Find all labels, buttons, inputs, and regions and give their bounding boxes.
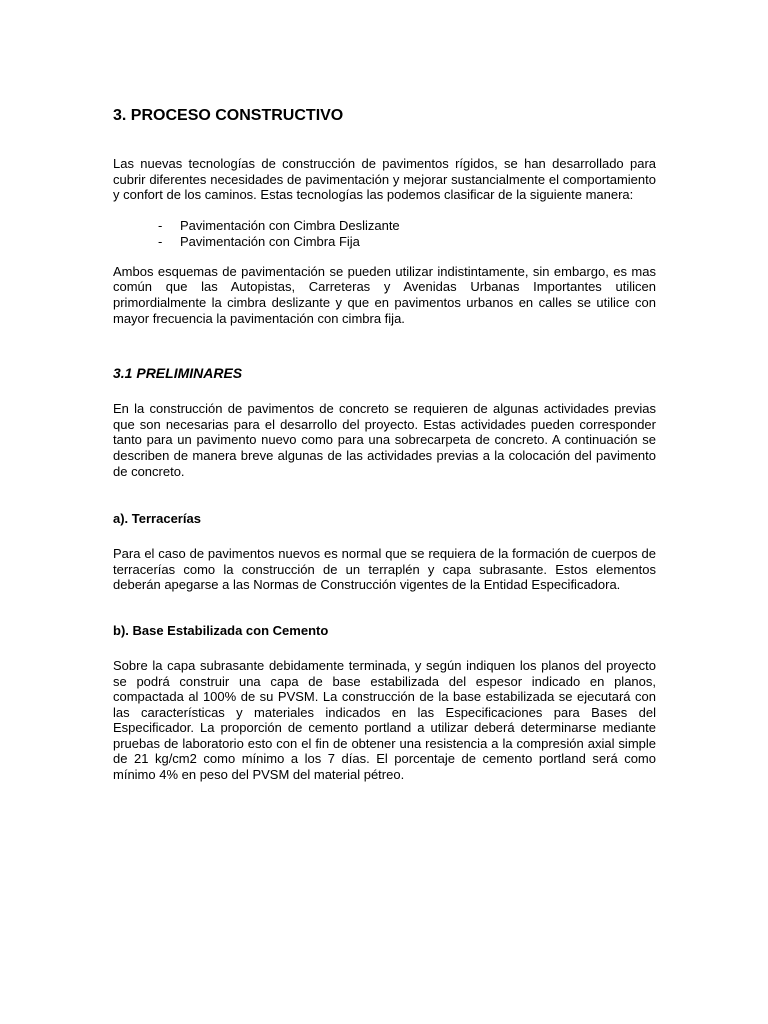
list-item bbox=[158, 218, 656, 234]
base-heading: b). Base Estabilizada con Cemento bbox=[113, 622, 329, 638]
list-bullet: - bbox=[158, 233, 163, 249]
intro-paragraph: Las nuevas tecnologías de construcción de pavimentos rígidos, se han desarrollado para cubrir diferentes necesidades de pavimentación y mejorar sustancialmente el comportamiento y confort de los caminos. Estas tecnologías las podemos clasificar de la siguiente manera: bbox=[113, 156, 656, 203]
list-item-text: Pavimentación con Cimbra Fija bbox=[180, 233, 360, 249]
list-bullet: - bbox=[158, 217, 163, 233]
spacer bbox=[113, 593, 656, 623]
list-item-text: Pavimentación con Cimbra Deslizante bbox=[180, 217, 400, 233]
technology-list bbox=[158, 218, 656, 250]
spacer bbox=[113, 479, 656, 511]
list-item bbox=[158, 234, 656, 250]
preliminares-paragraph: En la construcción de pavimentos de concreto se requieren de algunas actividades previas que son necesarias para el desarrollo del proyecto. Estas actividades pueden corresponder tanto para un pavimento nuevo como para una sobrecarpeta de concreto. A continuación se describen de manera breve algunas de las actividades previas a la colocación del pavimento de concreto. bbox=[113, 401, 656, 479]
terracerias-heading: a). Terracerías bbox=[113, 511, 201, 527]
spacer bbox=[113, 326, 656, 364]
section-title: 3. PROCESO CONSTRUCTIVO bbox=[113, 107, 344, 124]
terracerias-paragraph: Para el caso de pavimentos nuevos es normal que se requiera de la formación de cuerpos de terracerías como la construcción de un terraplén y capa subrasante. Estos elementos deberán apegarse a las Normas de Construcción vigentes de la Entidad Especificadora. bbox=[113, 546, 656, 593]
document-content bbox=[113, 106, 656, 783]
subsection-title: 3.1 PRELIMINARES bbox=[113, 365, 243, 382]
second-paragraph: Ambos esquemas de pavimentación se pueden utilizar indistintamente, sin embargo, es mas común que las Autopistas, Carreteras y Avenidas Urbanas Importantes utilicen primordialmente la cimbra deslizante y que en pavimentos urbanos en calles se utilice con mayor frecuencia la pavimentación con cimbra fija. bbox=[113, 263, 656, 326]
base-paragraph: Sobre la capa subrasante debidamente terminada, y según indiquen los planos del proyecto se podrá construir una capa de base estabilizada del espesor indicado en planos, compactada al 100% de su PVSM. La construcción de la base estabilizada se ejecutará con las características y materiales indicados en las Especificaciones para Bases del Especificador. La proporción de cemento portland a utilizar deberá determinarse mediante pruebas de laboratorio esto con el fin de obtener una resistencia a la compresión axial simple de 21 kg/cm2 como mínimo a los 7 días. El porcentaje de cemento portland será como mínimo 4% en peso del PVSM del material pétreo. bbox=[113, 657, 656, 783]
